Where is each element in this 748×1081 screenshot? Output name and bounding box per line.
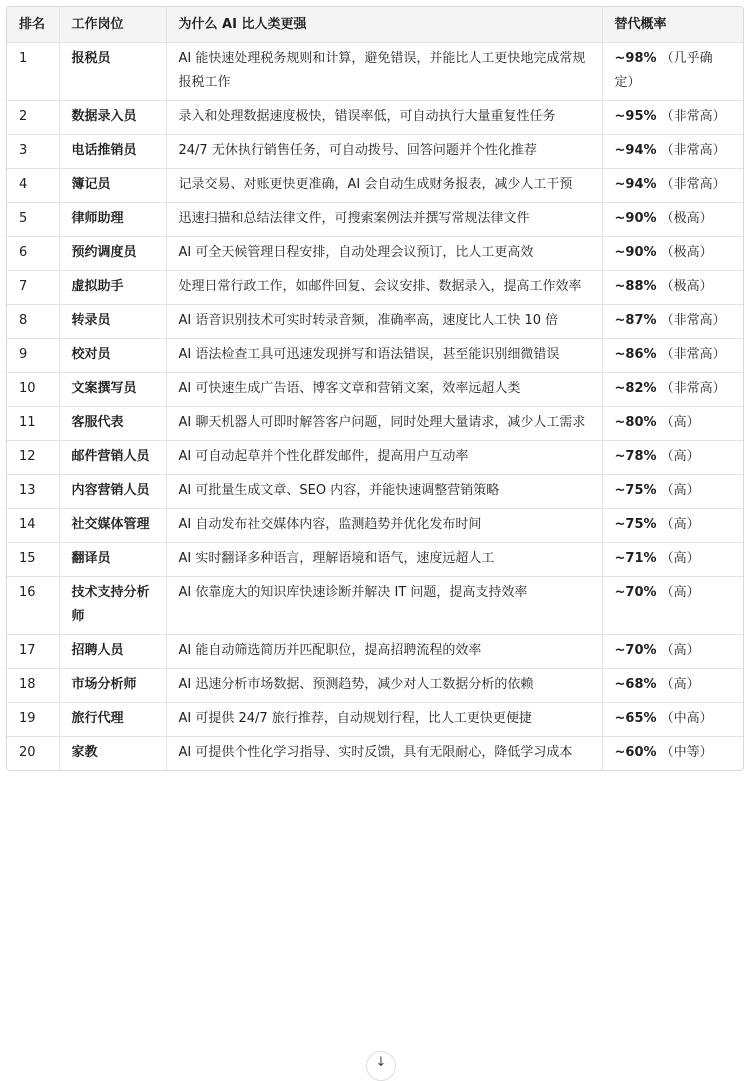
table-row — [7, 101, 743, 135]
probability-level: （几乎确定） — [614, 51, 713, 90]
reason-cell: AI 实时翻译多种语言，理解语境和语气，速度远超人工 — [166, 543, 602, 577]
rank-cell: 13 — [7, 475, 59, 509]
probability-cell — [602, 237, 743, 271]
reason-cell: 记录交易、对账更快更准确，AI 会自动生成财务报表，减少人工干预 — [166, 169, 602, 203]
rank-cell: 3 — [7, 135, 59, 169]
rank-cell: 8 — [7, 305, 59, 339]
header-reason: 为什么 AI 比人类更强 — [166, 7, 602, 43]
probability-cell — [602, 169, 743, 203]
probability-level: （高） — [660, 483, 700, 498]
rank-cell: 5 — [7, 203, 59, 237]
table-row — [7, 339, 743, 373]
job-title-cell: 文案撰写员 — [59, 373, 166, 407]
rank-cell: 1 — [7, 43, 59, 101]
probability-level: （高） — [660, 449, 700, 464]
reason-cell: AI 语音识别技术可实时转录音频，准确率高，速度比人工快 10 倍 — [166, 305, 602, 339]
reason-cell: AI 可自动起草并个性化群发邮件，提高用户互动率 — [166, 441, 602, 475]
probability-level: （非常高） — [660, 347, 726, 362]
rank-cell: 2 — [7, 101, 59, 135]
probability-level: （极高） — [660, 279, 713, 294]
job-title-cell: 客服代表 — [59, 407, 166, 441]
reason-cell: 迅速扫描和总结法律文件，可搜索案例法并撰写常规法律文件 — [166, 203, 602, 237]
reason-cell: 录入和处理数据速度极快，错误率低，可自动执行大量重复性任务 — [166, 101, 602, 135]
rank-cell: 17 — [7, 635, 59, 669]
probability-percent: ~65% — [614, 711, 657, 726]
probability-cell — [602, 577, 743, 635]
probability-level: （非常高） — [660, 381, 726, 396]
job-title-cell: 簿记员 — [59, 169, 166, 203]
reason-cell: 处理日常行政工作，如邮件回复、会议安排、数据录入，提高工作效率 — [166, 271, 602, 305]
rank-cell: 9 — [7, 339, 59, 373]
reason-cell: AI 自动发布社交媒体内容，监测趋势并优化发布时间 — [166, 509, 602, 543]
table-body — [7, 43, 743, 771]
probability-percent: ~68% — [614, 677, 657, 692]
job-title-cell: 旅行代理 — [59, 703, 166, 737]
probability-percent: ~87% — [614, 313, 657, 328]
scroll-to-bottom-button[interactable] — [366, 1051, 396, 1081]
probability-cell — [602, 135, 743, 169]
table-row — [7, 635, 743, 669]
probability-level: （非常高） — [660, 313, 726, 328]
table-row — [7, 737, 743, 771]
probability-level: （中高） — [660, 711, 713, 726]
job-title-cell: 数据录入员 — [59, 101, 166, 135]
probability-cell — [602, 203, 743, 237]
probability-percent: ~98% — [614, 51, 657, 66]
probability-cell — [602, 407, 743, 441]
rank-cell: 20 — [7, 737, 59, 771]
probability-level: （非常高） — [660, 143, 726, 158]
job-title-cell: 内容营销人员 — [59, 475, 166, 509]
reason-cell: AI 可快速生成广告语、博客文章和营销文案，效率远超人类 — [166, 373, 602, 407]
probability-percent: ~60% — [614, 745, 657, 760]
probability-cell — [602, 305, 743, 339]
rank-cell: 15 — [7, 543, 59, 577]
probability-cell — [602, 271, 743, 305]
reason-cell: AI 能自动筛选简历并匹配职位，提高招聘流程的效率 — [166, 635, 602, 669]
probability-percent: ~78% — [614, 449, 657, 464]
probability-cell — [602, 441, 743, 475]
table-row — [7, 135, 743, 169]
rank-cell: 18 — [7, 669, 59, 703]
probability-percent: ~80% — [614, 415, 657, 430]
job-title-cell: 预约调度员 — [59, 237, 166, 271]
table-row — [7, 407, 743, 441]
job-title-cell: 家教 — [59, 737, 166, 771]
table-row — [7, 703, 743, 737]
rank-cell: 12 — [7, 441, 59, 475]
table-row — [7, 271, 743, 305]
probability-level: （高） — [660, 415, 700, 430]
probability-cell — [602, 635, 743, 669]
rank-cell: 19 — [7, 703, 59, 737]
reason-cell: AI 迅速分析市场数据、预测趋势，减少对人工数据分析的依赖 — [166, 669, 602, 703]
probability-percent: ~94% — [614, 177, 657, 192]
arrow-down-icon: ↓ — [375, 1055, 387, 1070]
rank-cell: 14 — [7, 509, 59, 543]
job-title-cell: 虚拟助手 — [59, 271, 166, 305]
probability-cell — [602, 43, 743, 101]
probability-level: （高） — [660, 643, 700, 658]
rank-cell: 11 — [7, 407, 59, 441]
table-row — [7, 475, 743, 509]
probability-level: （高） — [660, 585, 700, 600]
probability-percent: ~70% — [614, 643, 657, 658]
ai-job-replacement-table-container — [6, 6, 744, 771]
rank-cell: 4 — [7, 169, 59, 203]
reason-cell: AI 可提供 24/7 旅行推荐，自动规划行程，比人工更快更便捷 — [166, 703, 602, 737]
reason-cell: AI 可提供个性化学习指导、实时反馈，具有无限耐心，降低学习成本 — [166, 737, 602, 771]
rank-cell: 16 — [7, 577, 59, 635]
probability-percent: ~82% — [614, 381, 657, 396]
table-row — [7, 669, 743, 703]
probability-level: （非常高） — [660, 109, 726, 124]
reason-cell: AI 可全天候管理日程安排，自动处理会议预订，比人工更高效 — [166, 237, 602, 271]
table-row — [7, 441, 743, 475]
job-title-cell: 邮件营销人员 — [59, 441, 166, 475]
probability-level: （极高） — [660, 245, 713, 260]
probability-level: （中等） — [660, 745, 713, 760]
rank-cell: 7 — [7, 271, 59, 305]
table-header-row — [7, 7, 743, 43]
probability-cell — [602, 101, 743, 135]
probability-percent: ~90% — [614, 211, 657, 226]
job-title-cell: 律师助理 — [59, 203, 166, 237]
job-title-cell: 校对员 — [59, 339, 166, 373]
header-rank: 排名 — [7, 7, 59, 43]
reason-cell: 24/7 无休执行销售任务，可自动拨号、回答问题并个性化推荐 — [166, 135, 602, 169]
table-row — [7, 237, 743, 271]
rank-cell: 10 — [7, 373, 59, 407]
probability-percent: ~75% — [614, 517, 657, 532]
table-row — [7, 305, 743, 339]
reason-cell: AI 聊天机器人可即时解答客户问题，同时处理大量请求，减少人工需求 — [166, 407, 602, 441]
probability-cell — [602, 339, 743, 373]
job-title-cell: 市场分析师 — [59, 669, 166, 703]
job-title-cell: 翻译员 — [59, 543, 166, 577]
reason-cell: AI 能快速处理税务规则和计算，避免错误，并能比人工更快地完成常规报税工作 — [166, 43, 602, 101]
job-title-cell: 报税员 — [59, 43, 166, 101]
table-row — [7, 543, 743, 577]
probability-cell — [602, 703, 743, 737]
probability-level: （非常高） — [660, 177, 726, 192]
table-row — [7, 203, 743, 237]
probability-percent: ~90% — [614, 245, 657, 260]
probability-cell — [602, 669, 743, 703]
probability-level: （极高） — [660, 211, 713, 226]
rank-cell: 6 — [7, 237, 59, 271]
job-title-cell: 转录员 — [59, 305, 166, 339]
job-title-cell: 技术支持分析师 — [59, 577, 166, 635]
probability-cell — [602, 543, 743, 577]
probability-cell — [602, 737, 743, 771]
probability-percent: ~94% — [614, 143, 657, 158]
probability-level: （高） — [660, 551, 700, 566]
reason-cell: AI 语法检查工具可迅速发现拼写和语法错误，甚至能识别细微错误 — [166, 339, 602, 373]
table-row — [7, 373, 743, 407]
probability-percent: ~71% — [614, 551, 657, 566]
table-row — [7, 169, 743, 203]
table-row — [7, 577, 743, 635]
job-title-cell: 招聘人员 — [59, 635, 166, 669]
table-row — [7, 43, 743, 101]
probability-percent: ~86% — [614, 347, 657, 362]
job-title-cell: 社交媒体管理 — [59, 509, 166, 543]
header-job: 工作岗位 — [59, 7, 166, 43]
reason-cell: AI 依靠庞大的知识库快速诊断并解决 IT 问题，提高支持效率 — [166, 577, 602, 635]
probability-percent: ~88% — [614, 279, 657, 294]
job-title-cell: 电话推销员 — [59, 135, 166, 169]
header-probability: 替代概率 — [602, 7, 743, 43]
probability-level: （高） — [660, 677, 700, 692]
probability-percent: ~75% — [614, 483, 657, 498]
reason-cell: AI 可批量生成文章、SEO 内容，并能快速调整营销策略 — [166, 475, 602, 509]
probability-cell — [602, 373, 743, 407]
table-row — [7, 509, 743, 543]
probability-percent: ~95% — [614, 109, 657, 124]
ai-job-replacement-table — [7, 7, 743, 770]
probability-level: （高） — [660, 517, 700, 532]
probability-cell — [602, 475, 743, 509]
probability-cell — [602, 509, 743, 543]
probability-percent: ~70% — [614, 585, 657, 600]
